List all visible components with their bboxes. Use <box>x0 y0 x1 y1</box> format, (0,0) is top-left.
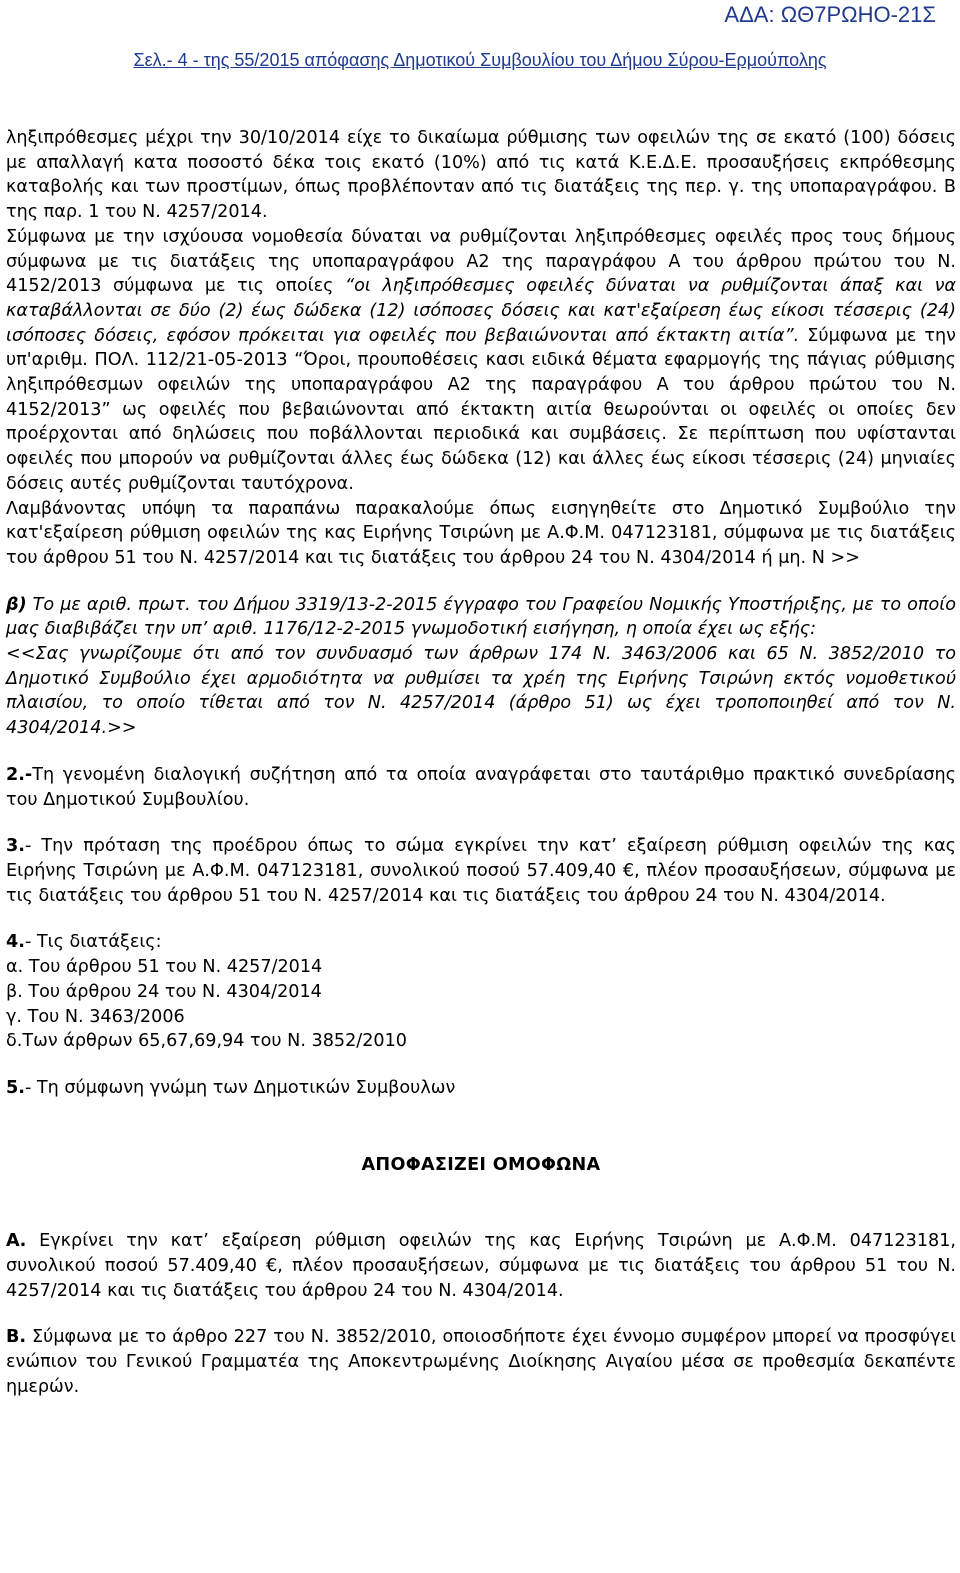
section-3-label: 3. <box>6 836 25 857</box>
section-2-text: Τη γενομένη διαλογική συζήτηση από τα οποία αναγράφεται στο ταυτάριθμο πρακτικό συνεδρίασης του Δημοτικού Συμβουλίου. <box>6 764 956 810</box>
section-4 <box>6 930 956 955</box>
paragraph-b-quote: <<Σας γνωρίζουμε ότι από τον συνδυασμό των άρθρων 174 Ν. 3463/2006 και 65 Ν. 3852/2010 το Δημοτικό Συμβούλιο έχει αρμοδιότητα να ρυθμίσει τα χρέη της Ειρήνης Τσιρώνη εκτός νομοθετικού πλαισίου, το οποίο τίθεται από τον Ν. 4257/2014 (άρθρο 51) ως έχει τροποποιηθεί από τον Ν. 4304/2014.>> <box>6 644 956 739</box>
section-5-label: 5. <box>6 1077 25 1098</box>
section-4-text: - Τις διατάξεις: <box>24 932 162 953</box>
spacer <box>6 812 956 834</box>
legislation-text: Σύμφωνα με την ισχύουσα νομοθεσία δύναται να ρυθμίζονται ληξιπρόθεσμες οφειλές προς τους δήμους σύμφωνα με τις διατάξεις της υποπαραγράφου Α2 της παραγράφου Α του άρθρου πρώτου του Ν. 4152/2013 σύμφωνα με τις οποίες <box>6 226 956 297</box>
section-3-text: - Την πρόταση της προέδρου όπως το σώμα εγκρίνει την κατ’ εξαίρεση ρύθμιση οφειλών της κας Ειρήνης Τσιρώνη με Α.Φ.Μ. 047123181, συνολικού ποσού 57.409,40 €, πλέον προσαυξήσεων, σύμφωνα με τις διατάξεις του άρθρου 51 του Ν. 4257/2014 και τις διατάξεις του άρθρου 24 του Ν. 4304/2014. <box>6 836 956 906</box>
document-body <box>6 126 956 1400</box>
decision-a-text: Εγκρίνει την κατ’ εξαίρεση ρύθμιση οφειλών της κας Ειρήνης Τσιρώνη με Α.Φ.Μ. 047123181, συνολικού ποσού 57.409,40 €, πλέον προσαυξήσεων, σύμφωνα με τις διατάξεις του άρθρου 51 του Ν. 4257/2014 και τις διατάξεις του άρθρου 24 του Ν. 4304/2014. <box>6 1231 956 1301</box>
spacer <box>6 1054 956 1076</box>
paragraph-b <box>6 593 956 642</box>
legislation-quote: “οι ληξιπρόθεσμες οφειλές δύναται να ρυθμίζονται άπαξ και να καταβάλλονται σε δύο (2) έως δώδεκα (12) ισόποσες δόσεις και κατ'εξαίρεση έως είκοσι τέσσερις (24) ισόποσες δόσεις, εφόσον πρόκειται για οφειλές που βεβαιώνονται από έκτακτη αιτία”. <box>6 276 957 346</box>
b-text: Το με αριθ. πρωτ. του Δήμου 3319/13-2-2015 έγγραφο του Γραφείου Νομικής Υποστήριξης, με το οποίο μας διαβιβάζει την υπ’ αριθ. 1176/12-2-2015 γνωμοδοτική εισήγηση, η οποία έχει ως εξής: <box>6 594 956 640</box>
decision-title: ΑΠΟΦΑΣΙΖΕΙ ΟΜΟΦΩΝΑ <box>361 1154 601 1175</box>
spacer <box>6 1101 956 1153</box>
spacer <box>6 741 956 763</box>
decision-a-label: Α. <box>6 1231 27 1252</box>
spacer <box>6 908 956 930</box>
section-2-label: 2.- <box>6 764 33 785</box>
paragraph-request: Λαμβάνοντας υπόψη τα παραπάνω παρακαλούμε όπως εισηγηθείτε στο Δημοτικό Συμβούλιο την κατ'εξαίρεση ρύθμιση οφειλών της κας Ειρήνης Τσιρώνη με Α.Φ.Μ. 047123181, σύμφωνα με τις διατάξεις του άρθρου 51 του Ν. 4257/2014 και τις διατάξεις του άρθρου 24 του Ν. 4304/2014 ή μη. Ν >> <box>6 498 956 568</box>
decision-b-text: Σύμφωνα με το άρθρο 227 του Ν. 3852/2010, οποιοσδήποτε έχει έννομο συμφέρον μπορεί να προσφύγει ενώπιον του Γενικού Γραμματέα της Αποκεντρωμένης Διοίκησης Αιγαίου μέσα σε προθεσμία δεκαπέντε ημερών. <box>6 1327 956 1397</box>
list-item: β. Του άρθρου 24 του Ν. 4304/2014 <box>6 981 322 1002</box>
decision-a <box>6 1229 956 1303</box>
spacer <box>6 1177 956 1229</box>
section-2 <box>6 763 956 812</box>
list-item: α. Του άρθρου 51 του Ν. 4257/2014 <box>6 957 323 978</box>
page-header: Σελ.- 4 - της 55/2015 απόφασης Δημοτικού Συμβουλίου του Δήμου Σύρου-Ερμούπολης <box>133 50 827 70</box>
section-5-text: - Τη σύμφωνη γνώμη των Δημοτικών Συμβουλων <box>24 1077 456 1098</box>
section-4-label: 4. <box>6 932 25 953</box>
list-item: γ. Του Ν. 3463/2006 <box>6 1006 185 1027</box>
paragraph-debt-history: ληξιπρόθεσμες μέχρι την 30/10/2014 είχε το δικαίωμα ρύθμισης των οφειλών της σε εκατό (100) δόσεις με απαλλαγή κατα ποσοστό δέκα τοις εκατό (10%) από τις κατά Κ.Ε.Δ.Ε. προσαυξήσεις εκπρόθεσμης καταβολής και των προστίμων, όπως προβλέπονταν από τις διατάξεις της περ. γ. της υποπαραγράφου. Β της παρ. 1 του Ν. 4257/2014. <box>6 128 956 223</box>
ada-code: ΑΔΑ: ΩΘ7ΡΩΗΟ-21Σ <box>724 2 936 27</box>
b-label: β) <box>6 594 27 615</box>
decision-b-label: Β. <box>6 1327 27 1348</box>
decision-b <box>6 1325 956 1399</box>
legislation-pol: Σύμφωνα με την υπ'αριθμ. ΠΟΛ. 112/21-05-2013 “Όροι, προυποθέσεις κασι ειδικά θέματα εφαρμογής της πάγιας ρύθμισης ληξιπρόθεσμων οφειλών της υποπαραγράφου Α2 της παραγράφου Α του άρθρου πρώτου του Ν. 4152/2013” ως οφειλές που βεβαιώνονται από έκτακτη αιτία θεωρούνται οι οφειλές οι οποίες δεν προέρχονται από δηλώσεις που ποβάλλονται περιοδικά και συμβάσεις. Σε περίπτωση που υφίστανται οφειλές που μπορούν να ρυθμίζονται άλλες έως δώδεκα (12) και άλλες έως είκοσι τέσσερις (24) μηνιαίες δόσεις αυτές ρυθμίζονται ταυτόχρονα. <box>6 325 956 494</box>
section-5 <box>6 1076 956 1101</box>
spacer <box>6 1303 956 1325</box>
paragraph-legislation <box>6 225 956 497</box>
section-3 <box>6 834 956 908</box>
list-item: δ.Των άρθρων 65,67,69,94 του Ν. 3852/2010 <box>6 1031 407 1052</box>
spacer <box>6 571 956 593</box>
